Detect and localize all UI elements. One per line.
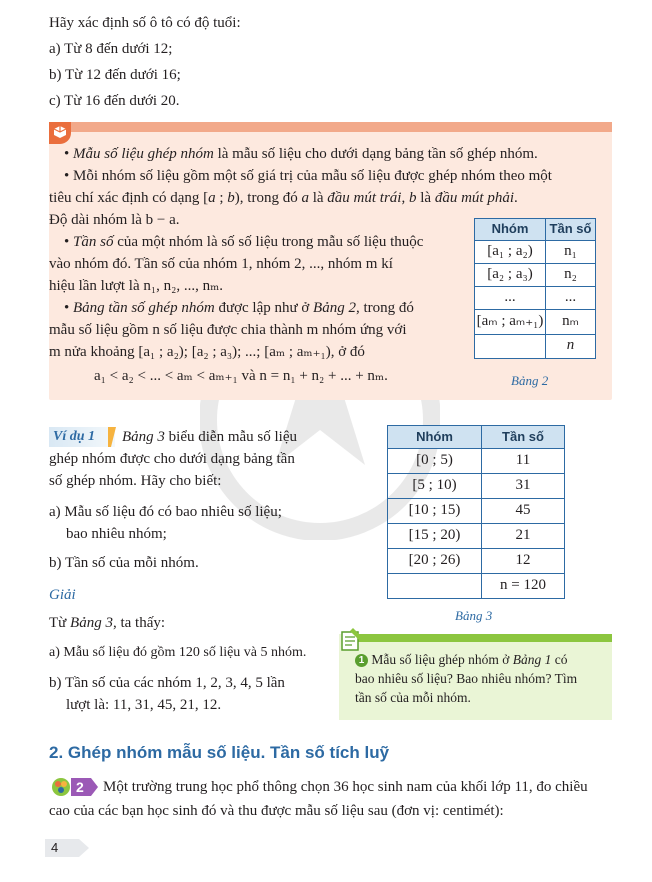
definition-bullet-4-line-1: • Bảng tần số ghép nhóm được lập như ở Bảng 2, trong đó: [64, 300, 414, 316]
definition-bullet-3-line-1: • Tần số của một nhóm là số số liệu trong mẫu số liệu thuộc: [64, 234, 424, 250]
table-2-cell: nₘ: [546, 309, 596, 334]
def-b2-b: b: [227, 190, 235, 206]
table-3-caption: Bảng 3: [455, 608, 493, 623]
def-b4-text-1b: , trong đó: [355, 300, 414, 316]
table-2-header-group: Nhóm: [475, 219, 546, 241]
practice-number-badge: 1: [355, 654, 368, 667]
table-3-cell: 12: [482, 549, 565, 574]
table-2-cell: [a₁ ; a₂): [475, 241, 546, 264]
def-b2-part-a: tiêu chí xác định có dạng [: [49, 190, 209, 206]
table-3-cell: 45: [482, 499, 565, 524]
table-3-cell: 11: [482, 449, 565, 474]
practice-line-3: tần số của mỗi nhóm.: [355, 690, 471, 705]
practice-text-1a: Mẫu số liệu ghép nhóm ở: [371, 652, 513, 667]
example-label: Ví dụ 1: [49, 427, 115, 447]
term-grouped-data: Mẫu số liệu ghép nhóm: [73, 146, 214, 162]
table-2-cell: ...: [475, 287, 546, 310]
page-number-arrow: [79, 839, 89, 857]
def-b2-a: a: [208, 190, 216, 206]
table-2-cell: [aₘ ; aₘ₊₁): [475, 309, 546, 334]
definition-box-header-bar: [49, 122, 612, 132]
def-b4-text-1: được lập như ở: [214, 300, 314, 316]
table-2-caption: Bảng 2: [511, 373, 549, 388]
def-b2-part-d: ,: [401, 190, 409, 206]
definition-bullet-2-line-3: Độ dài nhóm là b − a.: [49, 212, 180, 228]
table-3-cell: [20 ; 26): [388, 549, 482, 574]
def-b4-ref: Bảng 2: [313, 300, 356, 316]
example-line-1: Bảng 3 biểu diễn mẫu số liệu: [122, 429, 297, 445]
definition-bullet-1: • Mẫu số liệu ghép nhóm là mẫu số liệu cho dưới dạng bảng tần số ghép nhóm.: [64, 146, 538, 162]
example-line-2: ghép nhóm được cho dưới dạng bảng tần: [49, 451, 295, 467]
solution-b-line-2: lượt là: 11, 31, 45, 21, 12.: [66, 697, 222, 713]
table-3-cell: [5 ; 10): [388, 474, 482, 499]
intro-item-b: b) Từ 12 đến dưới 16;: [49, 67, 181, 83]
definition-bullet-2-text-1: Mỗi nhóm số liệu gồm một số giá trị của mẫu số liệu được ghép nhóm theo một: [73, 168, 552, 184]
table-3-cell: [10 ; 15): [388, 499, 482, 524]
activity-line-2: cao của các bạn học sinh đó và thu được mẫu số liệu sau (đơn vị: centimét):: [49, 803, 504, 819]
definition-bullet-2-line-1: • Mỗi nhóm số liệu gồm một số giá trị của mẫu số liệu được ghép nhóm theo một: [64, 168, 552, 184]
table-3-cell: n = 120: [482, 574, 565, 599]
solution-intro: Từ Bảng 3, ta thấy:: [49, 615, 166, 631]
term-right-endpoint: đầu mút phải: [434, 190, 514, 206]
table-2-cell: ...: [546, 287, 596, 310]
example-line-3: số ghép nhóm. Hãy cho biết:: [49, 473, 222, 489]
table-3-cell: [388, 574, 482, 599]
solution-a: a) Mẫu số liệu đó gồm 120 số liệu và 5 nhóm.: [49, 645, 307, 660]
intro-item-c: c) Từ 16 đến dưới 20.: [49, 93, 180, 109]
table-2-header-frequency: Tần số: [546, 219, 596, 241]
def-b2-part-c: là: [308, 190, 328, 206]
practice-line-1: [355, 650, 568, 670]
def-b2-part-b: ), trong đó: [234, 190, 302, 206]
page-number: 4: [51, 840, 59, 855]
table-2-cell: [475, 334, 546, 358]
table-2-cell: n: [546, 334, 596, 358]
definition-bullet-3-line-2: vào nhóm đó. Tần số của nhóm 1, nhóm 2, ..., nhóm m kí: [49, 256, 393, 272]
table-3-cell: [15 ; 20): [388, 524, 482, 549]
def-b2-part-e: là: [416, 190, 435, 206]
definition-bullet-4-line-4: a₁ < a₂ < ... < aₘ < aₘ₊₁ và n = n₁ + n₂ + ... + nₘ.: [94, 368, 388, 384]
solution-label: Giải: [49, 587, 76, 603]
page-number-tab: [45, 839, 79, 857]
def-b3-text-1: của một nhóm là số số liệu trong mẫu số liệu thuộc: [113, 234, 424, 250]
intro-item-a: a) Từ 8 đến dưới 12;: [49, 41, 173, 57]
term-frequency: Tần số: [73, 234, 114, 250]
example-line-4: a) Mẫu số liệu đó có bao nhiêu số liệu;: [49, 504, 282, 520]
table-3-header-group: Nhóm: [388, 426, 482, 449]
table-3-cell: 21: [482, 524, 565, 549]
activity-number-badge: 2: [76, 779, 84, 795]
table-3: [387, 425, 565, 599]
definition-icon: [49, 122, 71, 144]
example-line-6: b) Tần số của mỗi nhóm.: [49, 555, 199, 571]
def-b2-sep: ;: [215, 190, 228, 206]
solution-b-line-1: b) Tần số của các nhóm 1, 2, 3, 4, 5 lần: [49, 675, 285, 691]
definition-bullet-3-line-3: hiệu lần lượt là n₁, n₂, ..., nₘ.: [49, 278, 224, 294]
activity-line-1: Một trường trung học phổ thông chọn 36 học sinh nam của khối lớp 11, đo chiều: [103, 779, 588, 795]
practice-text-1b: có: [551, 652, 568, 667]
definition-bullet-4-line-2: mẫu số liệu gồm n số liệu được chia thành m nhóm ứng với: [49, 322, 407, 338]
definition-bullet-1-text: là mẫu số liệu cho dưới dạng bảng tần số ghép nhóm.: [213, 146, 538, 162]
practice-pencil-icon: [339, 626, 365, 652]
table-3-cell: [0 ; 5): [388, 449, 482, 474]
practice-box-header-bar: [350, 634, 612, 642]
table-3-header-frequency: Tần số: [482, 426, 565, 449]
definition-bullet-2-line-2: tiêu chí xác định có dạng [a ; b), trong đó a là đầu mút trái, b là đầu mút phải.: [49, 190, 518, 206]
example-label-tip-icon: [108, 427, 116, 447]
table-2-cell: n₂: [546, 264, 596, 287]
term-left-endpoint: đầu mút trái: [327, 190, 402, 206]
section-title: 2. Ghép nhóm mẫu số liệu. Tần số tích luỹ: [49, 743, 390, 762]
practice-ref: Bảng 1: [512, 652, 552, 667]
table-3-cell: 31: [482, 474, 565, 499]
example-line-5: bao nhiêu nhóm;: [66, 526, 167, 542]
table-2-cell: n₁: [546, 241, 596, 264]
cube-icon: [53, 125, 67, 139]
table-2: [474, 218, 596, 359]
intro-question: Hãy xác định số ô tô có độ tuổi:: [49, 15, 241, 31]
definition-bullet-4-line-3: m nửa khoảng [a₁ ; a₂); [a₂ ; a₃); ...; [aₘ ; aₘ₊₁), ở đó: [49, 344, 365, 360]
practice-line-2: bao nhiêu số liệu? Bao nhiêu nhóm? Tìm: [355, 671, 578, 686]
table-2-cell: [a₂ ; a₃): [475, 264, 546, 287]
term-frequency-table: Bảng tần số ghép nhóm: [73, 300, 215, 316]
